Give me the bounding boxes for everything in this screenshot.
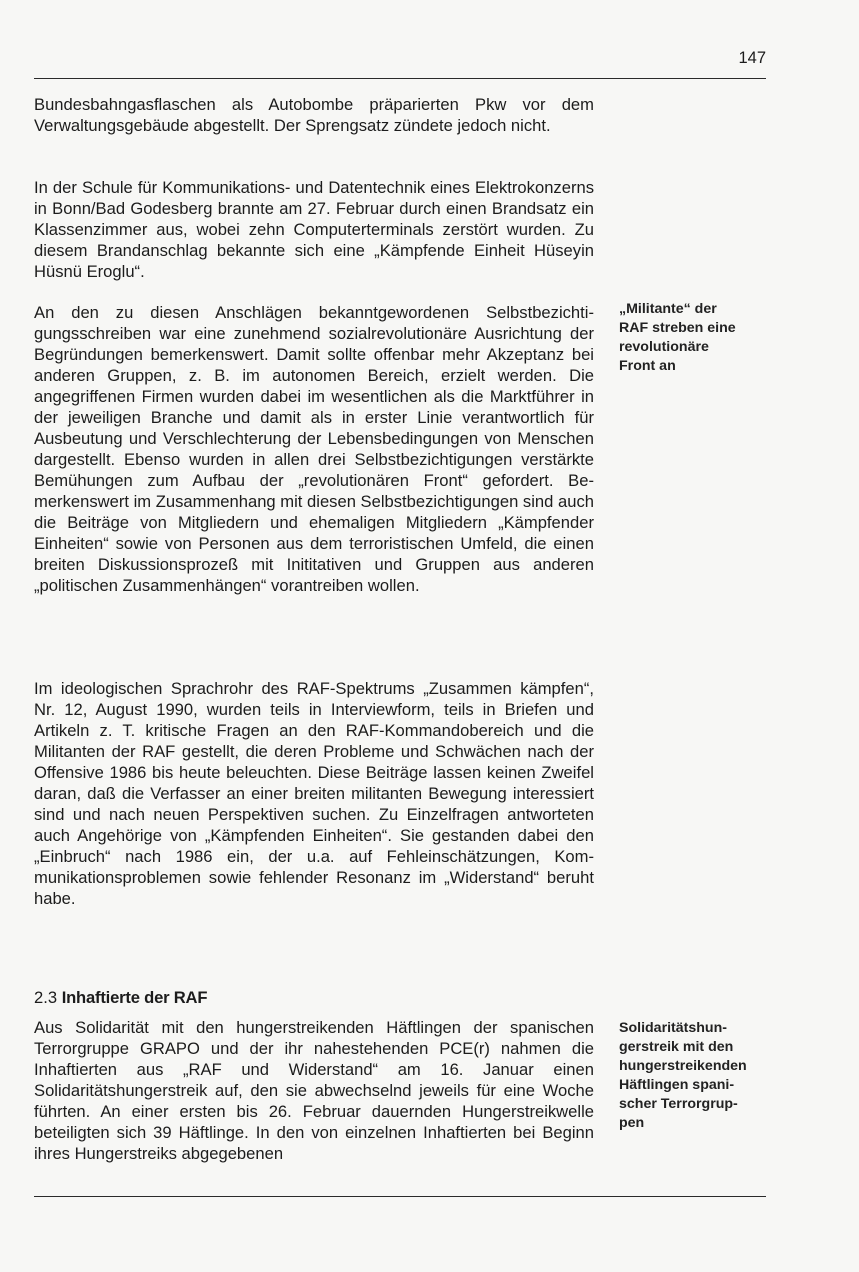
paragraph-1: [34, 94, 594, 136]
section-heading: [34, 987, 594, 1008]
paragraph-text: Bundesbahngasflaschen als Autobombe präparierten Pkw vor dem Verwaltungsgebäude abgestellt. Der Sprengsatz zündete jedoch nicht.: [34, 95, 594, 135]
page-number: 147: [738, 49, 766, 67]
section-title: Inhaftierte der RAF: [61, 988, 208, 1007]
paragraph-2: [34, 177, 594, 282]
section-number: 2.3: [34, 988, 58, 1007]
paragraph-3: [34, 302, 594, 596]
margin-note-line: pen: [619, 1115, 645, 1131]
margin-note-line: scher Terrorgrup-: [619, 1096, 738, 1112]
paragraph-text: An den zu diesen Anschlägen bekanntgewordenen Selbstbezichtigungsschreiben war eine zunehmend sozialrevolutionäre Ausrichtung der Begründungen bemerkenswert. Damit sollte offenbar mehr Akzeptanz bei anderen Gruppen, z. B. im autonomen Bereich, erzielt werden. Die angegriffenen Firmen wurden dabei im wesentlichen als die Marktführer in der jeweiligen Branche und damit als in erster Linie verantwortlich für Ausbeutung und Verschlechterung der Lebensbedingungen von Menschen dargestellt. Ebenso wurden in allen drei Selbstbezichtigungen verstärkte Bemühungen zum Aufbau der „revolutionären Front“ gefordert. Bemerkenswert im Zusammenhang mit diesen Selbstbezichtigungen sind auch die Beiträge von Mitgliedern und ehemaligen Mitgliedern „Kämpfender Einheiten“ sowie von Personen aus dem terroristischen Umfeld, die einen breiten Diskussionsprozeß mit Inititativen und Gruppen aus anderen „politischen Zusammenhängen“ vorantreiben wollen.: [34, 303, 594, 595]
margin-note-militante: [619, 300, 769, 376]
margin-note-line: revolutionäre: [619, 339, 709, 355]
paragraph-text: Aus Solidarität mit den hungerstreikenden Häftlingen der spanischen Terrorgruppe GRAPO und der ihr nahestehenden PCE(r) nahmen die Inhaftierten aus „RAF und Widerstand“ am 16. Januar einen Solidaritätshungerstreik auf, den sie abwechselnd jeweils für eine Woche führten. An einer ersten bis 26. Februar dauernden Hungerstreikwelle beteiligten sich 39 Häftlinge. In den von einzelnen Inhaftierten bei Beginn ihres Hungerstreiks abgegebenen: [34, 1018, 594, 1163]
margin-note-line: Solidaritätshun-: [619, 1020, 727, 1036]
margin-note-line: gerstreik mit den: [619, 1039, 734, 1055]
paragraph-5: [34, 1017, 594, 1164]
paragraph-text: Im ideologischen Sprachrohr des RAF-Spektrums „Zusammen kämpfen“, Nr. 12, August 1990, wurden teils in Interviewform, teils in Briefen und Artikeln z. T. kritische Fragen an den RAF-Kommandobereich und die Militanten der RAF gestellt, die deren Probleme und Schwächen nach der Offensive 1986 bis heute beleuchten. Diese Beiträge lassen keinen Zweifel daran, daß die Verfasser an einer breiten militanten Bewegung interessiert sind und nach neuen Perspektiven suchen. Zu Einzelfragen antworteten auch Angehörige von „Kämpfenden Einheiten“. Sie gestanden dabei den „Einbruch“ nach 1986 ein, der u.a. auf Fehleinschätzungen, Kommunikationsproblemen sowie fehlender Resonanz im „Widerstand“ beruht habe.: [34, 679, 594, 908]
margin-note-hungerstreik: [619, 1019, 769, 1133]
margin-note-line: hungerstreikenden: [619, 1058, 747, 1074]
margin-note-line: Häftlingen spani-: [619, 1077, 735, 1093]
header-rule: [34, 78, 766, 79]
margin-note-line: „Militante“ der: [619, 301, 717, 317]
paragraph-4: [34, 678, 594, 909]
paragraph-text: In der Schule für Kommunikations- und Datentechnik eines Elektrokonzerns in Bonn/Bad Godesberg brannte am 27. Februar durch einen Brandsatz ein Klassenzimmer aus, wobei zehn Computerterminals zerstört wurden. Zu diesem Brandanschlag bekannte sich eine „Kämpfende Einheit Hüseyin Hüsnü Eroglu“.: [34, 178, 594, 281]
footer-rule: [34, 1196, 766, 1197]
margin-note-line: RAF streben eine: [619, 320, 736, 336]
margin-note-line: Front an: [619, 358, 676, 374]
